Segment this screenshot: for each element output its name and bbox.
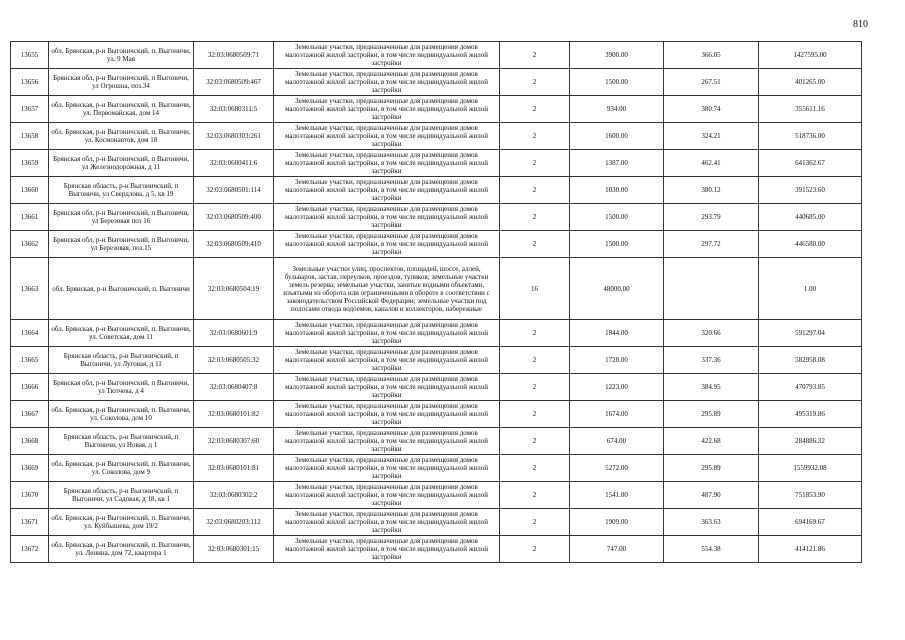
- address-cell: обл. Брянская, р-н Выгоничский, п. Выгоничи, ул. Советская, дом 11: [49, 320, 194, 347]
- cadastral-number-cell: 32:03:0680301:15: [194, 536, 274, 563]
- land-use-cell: Земельные участки, предназначенные для размещения домов малоэтажной жилой застройки, в том числе индивидуальной жилой застройки: [274, 374, 500, 401]
- cadastral-number-cell: 32:03:0680101:82: [194, 401, 274, 428]
- specific-value-cell: 363.63: [664, 509, 759, 536]
- specific-value-cell: 554.38: [664, 536, 759, 563]
- row-number-cell: 13660: [11, 177, 49, 204]
- group-code-cell: 2: [500, 204, 570, 231]
- row-number-cell: 13657: [11, 96, 49, 123]
- cadastral-number-cell: 32:03:0680504:19: [194, 258, 274, 320]
- cadastral-number-cell: 32:03:0680307:60: [194, 428, 274, 455]
- row-number-cell: 13663: [11, 258, 49, 320]
- cadastral-value-cell: 1559932.08: [759, 455, 862, 482]
- group-code-cell: 2: [500, 455, 570, 482]
- area-cell: 1909.00: [570, 509, 664, 536]
- table-row: [11, 320, 862, 347]
- cadastral-number-cell: 32:03:0680501:114: [194, 177, 274, 204]
- table-row: [11, 509, 862, 536]
- cadastral-value-cell: 470793.85: [759, 374, 862, 401]
- address-cell: обл. Брянская, р-н Выгоничский, п. Выгоничи, ул. Первомайская, дом 14: [49, 96, 194, 123]
- cadastral-value-cell: 694169.67: [759, 509, 862, 536]
- address-cell: Брянская обл, р-н Выгоничский, п Выгоничи, ул Железнодорожная, д 11: [49, 150, 194, 177]
- address-cell: обл. Брянская, р-н Выгоничский, п. Выгоничи: [49, 258, 194, 320]
- row-number-cell: 13665: [11, 347, 49, 374]
- cadastral-value-cell: 284886.32: [759, 428, 862, 455]
- cadastral-value-cell: 641362.67: [759, 150, 862, 177]
- cadastral-value-cell: 1427595.00: [759, 42, 862, 69]
- table-row: [11, 96, 862, 123]
- row-number-cell: 13661: [11, 204, 49, 231]
- row-number-cell: 13655: [11, 42, 49, 69]
- group-code-cell: 2: [500, 69, 570, 96]
- group-code-cell: 2: [500, 177, 570, 204]
- table-row: [11, 42, 862, 69]
- cadastral-number-cell: 32:03:0680411:6: [194, 150, 274, 177]
- area-cell: 1500.00: [570, 231, 664, 258]
- table-row: [11, 69, 862, 96]
- cadastral-number-cell: 32:03:0680311:5: [194, 96, 274, 123]
- area-cell: 3900.00: [570, 42, 664, 69]
- area-cell: 1500.00: [570, 204, 664, 231]
- area-cell: 5272.00: [570, 455, 664, 482]
- address-cell: Брянская область, р-н Выгоничский, п Выгоничи, ул Садовая, д 18, кв 1: [49, 482, 194, 509]
- group-code-cell: 16: [500, 258, 570, 320]
- cadastral-value-cell: 582958.08: [759, 347, 862, 374]
- specific-value-cell: 267.51: [664, 69, 759, 96]
- land-use-cell: Земельные участки, предназначенные для размещения домов малоэтажной жилой застройки, в том числе индивидуальной жилой застройки: [274, 177, 500, 204]
- row-number-cell: 13658: [11, 123, 49, 150]
- row-number-cell: 13666: [11, 374, 49, 401]
- cadastral-number-cell: 32:03:0680407:8: [194, 374, 274, 401]
- area-cell: 1728.00: [570, 347, 664, 374]
- land-use-cell: Земельные участки, предназначенные для размещения домов малоэтажной жилой застройки, в том числе индивидуальной жилой застройки: [274, 509, 500, 536]
- specific-value-cell: 295.89: [664, 455, 759, 482]
- cadastral-value-cell: 401265.00: [759, 69, 862, 96]
- specific-value-cell: 320.66: [664, 320, 759, 347]
- table-row: [11, 150, 862, 177]
- cadastral-number-cell: 32:03:0680509:400: [194, 204, 274, 231]
- row-number-cell: 13672: [11, 536, 49, 563]
- row-number-cell: 13670: [11, 482, 49, 509]
- land-use-cell: Земельные участки, предназначенные для размещения домов малоэтажной жилой застройки, в том числе индивидуальной жилой застройки: [274, 204, 500, 231]
- row-number-cell: 13662: [11, 231, 49, 258]
- land-use-cell: Земельные участки, предназначенные для размещения домов малоэтажной жилой застройки, в том числе индивидуальной жилой застройки: [274, 231, 500, 258]
- land-use-cell: Земельные участки, предназначенные для размещения домов малоэтажной жилой застройки, в том числе индивидуальной жилой застройки: [274, 482, 500, 509]
- cadastral-number-cell: 32:03:0680302:2: [194, 482, 274, 509]
- table-row: [11, 258, 862, 320]
- land-use-cell: Земельные участки, предназначенные для размещения домов малоэтажной жилой застройки, в том числе индивидуальной жилой застройки: [274, 536, 500, 563]
- cadastral-value-cell: 591297.04: [759, 320, 862, 347]
- cadastral-value-cell: 446580.00: [759, 231, 862, 258]
- table-row: [11, 374, 862, 401]
- address-cell: Брянская область, р-н Выгоничский, п Выгоничи, ул Новая, д 1: [49, 428, 194, 455]
- land-use-cell: Земельные участки, предназначенные для размещения домов малоэтажной жилой застройки, в том числе индивидуальной жилой застройки: [274, 123, 500, 150]
- cadastral-value-cell: 751853.90: [759, 482, 862, 509]
- specific-value-cell: 337.36: [664, 347, 759, 374]
- page-number: 810: [853, 19, 868, 30]
- address-cell: обл. Брянская, р-н Выгоничский, п. Выгоничи, ул. Соколова, дом 10: [49, 401, 194, 428]
- group-code-cell: 2: [500, 42, 570, 69]
- address-cell: Брянская обл, р-н Выгоничский, п Выгоничи, ул Огрошна, поз.34: [49, 69, 194, 96]
- land-use-cell: Земельные участки, предназначенные для размещения домов малоэтажной жилой застройки, в том числе индивидуальной жилой застройки: [274, 96, 500, 123]
- group-code-cell: 2: [500, 123, 570, 150]
- address-cell: Брянская область, р-н Выгоничский, п Выгоничи, ул Свердлова, д 5, кв 19: [49, 177, 194, 204]
- area-cell: 674.00: [570, 428, 664, 455]
- row-number-cell: 13668: [11, 428, 49, 455]
- specific-value-cell: 324.21: [664, 123, 759, 150]
- address-cell: обл. Брянская, р-н Выгоничский, п. Выгоничи, ул. Соколова, дом 9: [49, 455, 194, 482]
- group-code-cell: 2: [500, 374, 570, 401]
- specific-value-cell: 297.72: [664, 231, 759, 258]
- area-cell: 1600.00: [570, 123, 664, 150]
- group-code-cell: 2: [500, 401, 570, 428]
- cadastral-number-cell: 32:03:0680505:32: [194, 347, 274, 374]
- land-use-cell: Земельные участки, предназначенные для размещения домов малоэтажной жилой застройки, в том числе индивидуальной жилой застройки: [274, 428, 500, 455]
- cadastral-value-cell: 518736.00: [759, 123, 862, 150]
- land-use-cell: Земельные участки, предназначенные для размещения домов малоэтажной жилой застройки, в том числе индивидуальной жилой застройки: [274, 455, 500, 482]
- table-row: [11, 401, 862, 428]
- group-code-cell: 2: [500, 150, 570, 177]
- address-cell: обл. Брянская, р-н Выгоничский, п. Выгоничи, ул. Куйбышева, дом 19/2: [49, 509, 194, 536]
- row-number-cell: 13667: [11, 401, 49, 428]
- land-use-cell: Земельные участки, предназначенные для размещения домов малоэтажной жилой застройки, в том числе индивидуальной жилой застройки: [274, 347, 500, 374]
- cadastral-number-cell: 32:03:0680101:81: [194, 455, 274, 482]
- address-cell: обл. Брянская, р-н Выгоничский, п. Выгоничи, ул. Космонавтов, дом 18: [49, 123, 194, 150]
- specific-value-cell: 380.12: [664, 177, 759, 204]
- address-cell: Брянская область, р-н Выгоничский, п Выгоничи, ул Луговая, д 11: [49, 347, 194, 374]
- row-number-cell: 13669: [11, 455, 49, 482]
- land-use-cell: Земельные участки, предназначенные для размещения домов малоэтажной жилой застройки, в том числе индивидуальной жилой застройки: [274, 69, 500, 96]
- land-use-cell: Земельные участки, предназначенные для размещения домов малоэтажной жилой застройки, в том числе индивидуальной жилой застройки: [274, 401, 500, 428]
- group-code-cell: 2: [500, 231, 570, 258]
- address-cell: Брянская обл, р-н Выгоничский, п Выгоничи, ул Тютчева, д 4: [49, 374, 194, 401]
- address-cell: обл. Брянская, р-н Выгоничский, п. Выгоничи, ул. Ленина, дом 72, квартира 1: [49, 536, 194, 563]
- table-row: [11, 177, 862, 204]
- table-row: [11, 204, 862, 231]
- address-cell: Брянская обл, р-н Выгоничский, п Выгоничи, ул Березовая поз 16: [49, 204, 194, 231]
- table-row: [11, 347, 862, 374]
- group-code-cell: 2: [500, 428, 570, 455]
- table-row: [11, 536, 862, 563]
- specific-value-cell: 462.41: [664, 150, 759, 177]
- row-number-cell: 13671: [11, 509, 49, 536]
- row-number-cell: 13664: [11, 320, 49, 347]
- group-code-cell: 2: [500, 536, 570, 563]
- cadastral-value-cell: 355611.16: [759, 96, 862, 123]
- specific-value-cell: 487.90: [664, 482, 759, 509]
- area-cell: 1223.00: [570, 374, 664, 401]
- specific-value-cell: 293.79: [664, 204, 759, 231]
- group-code-cell: 2: [500, 320, 570, 347]
- cadastral-number-cell: 32:03:0680509:71: [194, 42, 274, 69]
- land-use-cell: Земельные участки, предназначенные для размещения домов малоэтажной жилой застройки, в том числе индивидуальной жилой застройки: [274, 42, 500, 69]
- cadastral-number-cell: 32:03:0680303:261: [194, 123, 274, 150]
- group-code-cell: 2: [500, 96, 570, 123]
- cadastral-number-cell: 32:03:0680509:467: [194, 69, 274, 96]
- cadastral-value-cell: 391523.60: [759, 177, 862, 204]
- table-row: [11, 482, 862, 509]
- group-code-cell: 2: [500, 509, 570, 536]
- group-code-cell: 2: [500, 482, 570, 509]
- row-number-cell: 13656: [11, 69, 49, 96]
- area-cell: 1030.00: [570, 177, 664, 204]
- cadastral-number-cell: 32:03:0680601:9: [194, 320, 274, 347]
- land-use-cell: Земельные участки улиц, проспектов, площадей, шоссе, аллей, бульваров, застав, переулков, проездов, тупиков; земельные участки земель резерва; земельные участки, занятые водными объектами, изъятыми из оборота или ограниченными в обороте в соответствии с законодательством Российской Федерации; земельные участки под полосами отвода водоемов, каналов и коллекторов, набережные: [274, 258, 500, 320]
- land-use-cell: Земельные участки, предназначенные для размещения домов малоэтажной жилой застройки, в том числе индивидуальной жилой застройки: [274, 150, 500, 177]
- table-row: [11, 428, 862, 455]
- area-cell: 934.00: [570, 96, 664, 123]
- table-row: [11, 123, 862, 150]
- cadastral-value-cell: 1.00: [759, 258, 862, 320]
- cadastral-value-cell: 440685.00: [759, 204, 862, 231]
- cadastral-number-cell: 32:03:0680509:410: [194, 231, 274, 258]
- table-row: [11, 455, 862, 482]
- area-cell: 1844.00: [570, 320, 664, 347]
- area-cell: 48000.00: [570, 258, 664, 320]
- address-cell: Брянская обл, р-н Выгоничский, п Выгоничи, ул Березовая, поз.15: [49, 231, 194, 258]
- area-cell: 1674.00: [570, 401, 664, 428]
- area-cell: 747.00: [570, 536, 664, 563]
- table-row: [11, 231, 862, 258]
- specific-value-cell: 422.68: [664, 428, 759, 455]
- address-cell: обл. Брянская, р-н Выгоничский, п. Выгоничи, ул. 9 Мая: [49, 42, 194, 69]
- specific-value-cell: 295.89: [664, 401, 759, 428]
- specific-value-cell: [664, 258, 759, 320]
- cadastral-value-table: [10, 41, 862, 563]
- area-cell: 1500.00: [570, 69, 664, 96]
- table-body: [11, 42, 862, 563]
- specific-value-cell: 384.95: [664, 374, 759, 401]
- specific-value-cell: 380.74: [664, 96, 759, 123]
- area-cell: 1387.00: [570, 150, 664, 177]
- cadastral-number-cell: 32:03:0680203:112: [194, 509, 274, 536]
- row-number-cell: 13659: [11, 150, 49, 177]
- cadastral-value-cell: 414121.86: [759, 536, 862, 563]
- specific-value-cell: 366.05: [664, 42, 759, 69]
- group-code-cell: 2: [500, 347, 570, 374]
- land-use-cell: Земельные участки, предназначенные для размещения домов малоэтажной жилой застройки, в том числе индивидуальной жилой застройки: [274, 320, 500, 347]
- area-cell: 1541.00: [570, 482, 664, 509]
- cadastral-value-cell: 495319.86: [759, 401, 862, 428]
